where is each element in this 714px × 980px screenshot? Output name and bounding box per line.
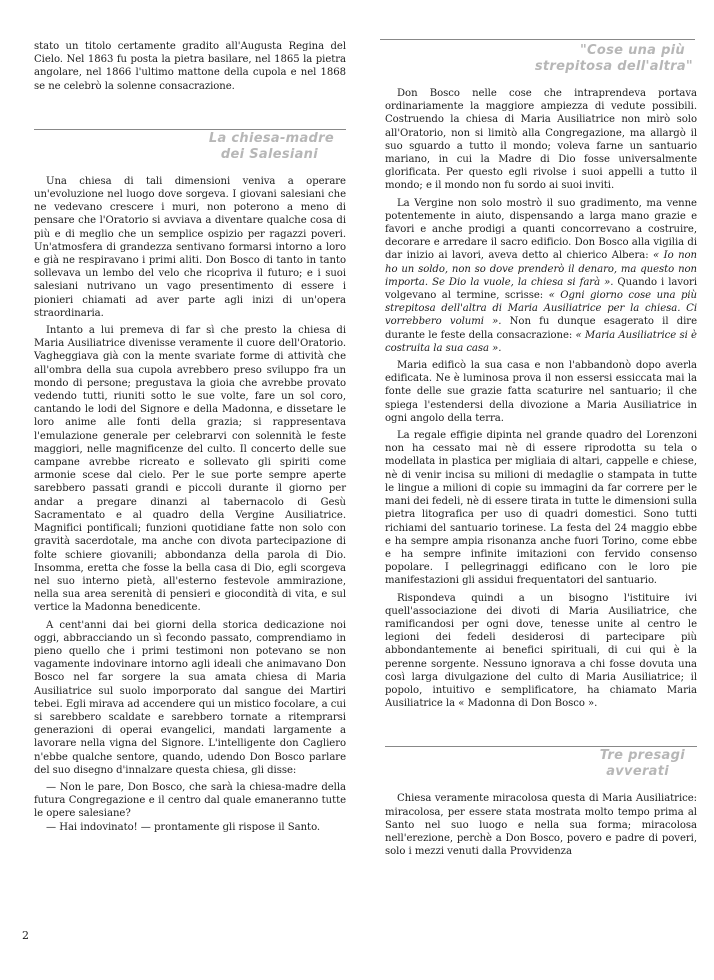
paragraph-intro: stato un titolo certamente gradito all'Augusta Regina del Cielo. Nel 1863 fu posta la pietra basilare, nel 1865 la pietra angolare, nel 1866 l'ultimo mattone della cupola e nel 1868 se ne celebrò la solenne consacrazione. <box>34 41 346 92</box>
paragraph: Rispondeva quindi a un bisogno l'istituire ivi quell'associazione dei divoti di Maria Ausiliatrice, che ramificandosi per ogni dove, tenesse unite al centro le legioni dei fedeli desiderosi di partecipare più abbondantemente ai benefici spirituali, di cui qui è la perenne sorgente. Nessuno ignorava a chi fosse dovuta una così larga divulgazione del culto di Maria Ausiliatrice; il popolo, intuitivo e semplificatore, ha chiamato Maria Ausiliatrice la « Madonna di Don Bosco ». <box>385 592 697 710</box>
section-heading-line: Tre presagi <box>599 748 685 764</box>
page-number: 2 <box>22 929 29 942</box>
quotation: « Ogni giorno cose una più strepitosa dell'altra di Maria Ausiliatrice per la chiesa. Ci vorrebbero volumi ». <box>385 290 697 328</box>
quotation: « Maria Ausiliatrice si è costruita la sua casa ». <box>385 329 697 354</box>
paragraph: Intanto a lui premeva di far sì che presto la chiesa di Maria Ausiliatrice divenisse veramente il cuore dell'Oratorio. Vagheggiava già con la mente svariate forme di attività che all'ombra della sua cupola avrebbero preso sviluppo fra un mondo di persone; pregustava la gioia che avrebbe provato vedendo tutti, riuniti sotto le sue volte, fare un sol coro, cantando le lodi del Signore e della Madonna, e dissetare le loro anime alle fonti della grazia; si rappresentava l'emulazione generale per celebrarvi con solennità le feste maggiori, nelle magnificenze del culto. Il concerto delle sue campane avrebbe ricreato e sollevato gli spiriti come armonie scese dal cielo. Per le sue porte sempre aperte sarebbero passati grandi e piccoli durante il giorno per andar a pregare dinanzi al tabernacolo di Gesù Sacramentato e al quadro della Vergine Ausiliatrice. Magnifici pontificali; funzioni quotidiane fatte non solo con gravità sacerdotale, ma anche con divota partecipazione di folte schiere giovanili; abbondanza della parola di Dio. Insomma, eretta che fosse la bella casa di Dio, egli scorgeva nel suo interno pietà, all'esterno festevole ammirazione, nella sua area serenità di pensieri e giocondità di vita, e sul vertice la Madonna benedicente. <box>34 325 346 614</box>
section-heading-line: avverati <box>606 764 669 780</box>
text-run: Non fu dunque esagerato il dire durante le feste della consacrazione: <box>385 316 698 341</box>
section-heading-line: strepitosa dell'altra" <box>534 59 693 74</box>
section-heading-chiesa-madre <box>34 129 346 163</box>
paragraph: Chiesa veramente miracolosa questa di Maria Ausiliatrice: miracolosa, per essere stata mostrata molto tempo prima al Santo nel suo luogo e nella sua forma; miracolosa nell'erezione, perchè a Don Bosco, povero e padre di poveri, solo i mezzi venuti dalla Provvidenza <box>385 793 697 858</box>
text-run: Quando i lavori volgevano al termine, scrisse: <box>385 276 698 302</box>
paragraph: Una chiesa di tali dimensioni veniva a operare un'evoluzione nel luogo dove sorgeva. I giovani salesiani che ne vedevano crescere i muri, non poterono a meno di pensare che l'Oratorio si avviava a diventare qualche cosa di più e di meglio che un semplice ospizio per ragazzi poveri. Un'atmosfera di grandezza sentivano formarsi intorno a loro e già ne respiravano i primi aliti. Don Bosco di tanto in tanto sollevava un lembo del velo che ricopriva il futuro; e i suoi salesiani nutrivano un vago presentimento di essere i pionieri chiamati ad aver parte agli inizi di un'opera straordinaria. <box>34 175 346 319</box>
left-column <box>34 40 346 838</box>
section-heading-cose-una-piu <box>385 42 697 75</box>
paragraph: Don Bosco nelle cose che intraprendeva portava ordinariamente la maggiore ampiezza di vedute possibili. Costruendo la chiesa di Maria Ausiliatrice non mirò solo all'Oratorio, non si limitò alla Congregazione, ma allargò il suo sguardo a tutto il mondo; voleva farne un santuario mariano, in cui la Madre di Dio fosse universalmente glorificata. Per questo egli rivolse i suoi appelli a tutto il mondo; e il mondo non fu sordo ai suoi inviti. <box>385 88 697 192</box>
text-run: La Vergine non solo mostrò il suo gradimento, ma venne potentemente in aiuto, dispensando a larga mano grazie e favori e anche prodigi a quanti concorrevano a costruire, decorare e arredare il sacro edificio. Don Bosco alla vigilia di dar inizio ai lavori, aveva detto al chierico Albera: <box>385 197 697 262</box>
paragraph: Maria edificò la sua casa e non l'abbandonò dopo averla edificata. Ne è luminosa prova il non essersi essiccata mai la fonte delle sue grazie fatta scaturire nel santuario; il che spiega l'estendersi della divozione a Maria Ausiliatrice in ogni angolo della terra. <box>385 360 697 424</box>
right-column <box>385 40 697 862</box>
paragraph: A cent'anni dai bei giorni della storica dedicazione noi oggi, abbracciando un sì fecondo passato, comprendiamo in pieno quello che i primi testimoni non potevano se non vagamente indovinare intorno agli ideali che animavano Don Bosco nel far sorgere la sua amata chiesa di Maria Ausiliatrice sul suolo imporporato dal sangue dei Martiri tebei. Egli mirava ad accendere qui un mistico focolare, a cui si sarebbero scaldate e sarebbero tornate a ritemprarsi generazioni di operai evangelici, mandati largamente a lavorare nella vigna del Signore. L'intelligente don Cagliero n'ebbe qualche sentore, quando, udendo Don Bosco parlare del suo disegno d'innalzare questa chiesa, gli disse: <box>34 619 346 776</box>
section-heading-line: dei Salesiani <box>220 146 318 162</box>
paragraph: — Non le pare, Don Bosco, che sarà la chiesa-madre della futura Congregazione e il centro dal quale emaneranno tutte le opere salesiane? <box>34 781 346 820</box>
section-heading-line: La chiesa-madre <box>208 130 334 146</box>
paragraph: La regale effigie dipinta nel grande quadro del Lorenzoni non ha cessato mai nè di essere riprodotta su tela o modellata in plastica per migliaia di altari, cappelle e chiese, nè di venir incisa su milioni di medaglie o stampata in tutte le lingue a milioni di copie su immagini da far correre per le mani dei fedeli, nè di essere tirata in tutte le dimensioni sulla pietra litografica per uso di quadri domestici. Sono tutti richiami del santuario torinese. La festa del 24 maggio ebbe e ha sempre ampia risonanza anche fuori Torino, come ebbe e ha sempre infinite imitazioni con fervido consenso popolare. I pellegrinaggi edificano con le loro pie manifestazioni gli assidui frequentatori del santuario. <box>385 430 697 587</box>
paragraph: — Hai indovinato! — prontamente gli rispose il Santo. <box>46 821 321 833</box>
quotation: « Io non ho un soldo, non so dove prenderò il denaro, ma questo non importa. Se Dio la vuole, la chiesa si farà ». <box>385 250 697 288</box>
section-heading-tre-presagi <box>385 746 697 780</box>
paragraph <box>385 197 697 355</box>
section-heading-line: "Cose una più <box>579 43 685 58</box>
